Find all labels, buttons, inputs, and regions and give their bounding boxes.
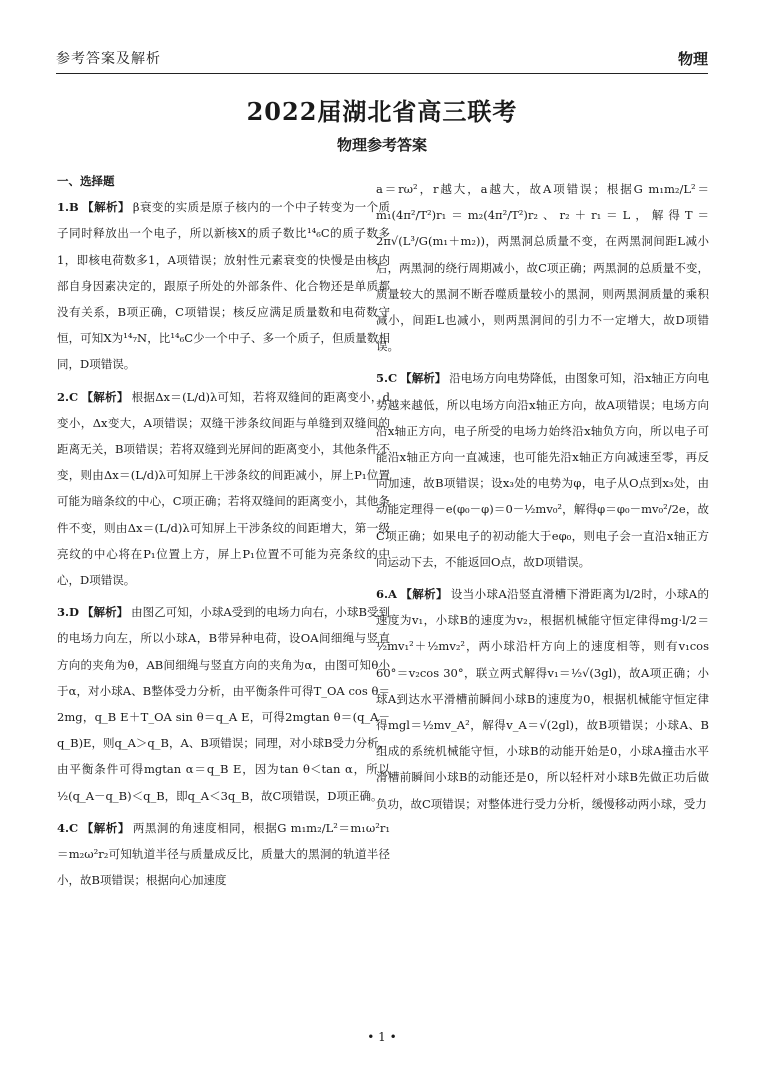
analysis-text: 两黑洞的角速度相同，根据G m₁m₂/L²＝m₁ω²r₁＝m₂ω²r₂可知轨道半径与质量成反比，质量大的黑洞的轨道半径小，故B项错误；根据向心加速度	[57, 820, 390, 888]
document-title: 2022届湖北省高三联考	[246, 97, 518, 126]
answer-item-4-continued	[376, 176, 709, 359]
analysis-text: 设当小球A沿竖直滑槽下滑距离为l/2时，小球A的速度为v₁，小球B的速度为v₂，根据机械能守恒定律得mg·l/2＝½mv₁²＋½mv₂²，两小球沿杆方向上的速度相等，则有v₁cos 60°＝v₂cos 30°，联立两式解得v₁＝½√(3gl)，故A项正确；小球A到达水平滑槽前瞬间小球B的速度为0，根据机械能守恒定律得mgl＝½mv_A²，解得v_A＝√(2gl)，故B项错误；小球A、B组成的系统机械能守恒，小球B的动能开始是0，小球A撞击水平滑槽前瞬间小球B的动能还是0，所以轻杆对小球B先做正功后做负功，故C项错误；对整体进行受力分析，缓慢移动两小球，受力	[376, 587, 709, 811]
answer-item-2	[57, 384, 390, 594]
analysis-tag: 【解析】	[399, 587, 448, 602]
page-number: • 1 •	[367, 1030, 397, 1044]
answer-item-4	[57, 815, 390, 894]
answer-item-6	[376, 581, 709, 817]
analysis-text: 根据Δx＝(L/d)λ可知，若将双缝间的距离变小，d变小，Δx变大，A项错误；双缝干涉条纹间距与单缝到双缝间的距离无关，B项错误；若将双缝到光屏间的距离变小，其他条件不变，则由Δx＝(L/d)λ可知屏上干涉条纹的间距减小，屏上P₁位置可能为暗条纹的中心，C项正确；若将双缝间的距离变小，其他条件不变，则由Δx＝(L/d)λ可知屏上干涉条纹的间距增大，第一级亮纹的中心将在P₁位置上方，屏上P₁位置不可能为亮条纹的中心，D项错误。	[57, 389, 390, 588]
analysis-text: 沿电场方向电势降低，由图象可知，沿x轴正方向电势越来越低，所以电场方向沿x轴正方向，故A项错误；电场方向沿x轴正方向，电子所受的电场力始终沿x轴负方向，所以电子可能沿x轴正方向一直减速，也可能先沿x轴正方向减速至零，再反向加速，故B项错误；设x₃处的电势为φ，电子从O点到x₃处，由动能定理得－e(φ₀－φ)＝0－½mv₀²，解得φ＝φ₀－mv₀²/2e，故C项正确；如果电子的初动能大于eφ₀，则电子会一直沿x轴正方向运动下去，不能返回O点，故D项错误。	[376, 371, 710, 569]
answer-item-5	[376, 365, 709, 575]
question-number: 5.	[376, 371, 389, 386]
analysis-tag: 【解析】	[81, 389, 129, 404]
right-column	[376, 176, 709, 823]
answer-item-3	[57, 599, 390, 809]
analysis-text: 由图乙可知，小球A受到的电场力向右，小球B受到的电场力向左，所以小球A，B带异种电荷，设OA间细绳与竖直方向的夹角为θ，AB间细绳与竖直方向的夹角为α，由图可知θ小于α，对小球A、B整体受力分析，由平衡条件可得T_OA cos θ＝2mg，q_B E＋T_OA sin θ＝q_A E，可得2mgtan θ＝(q_A－q_B)E，则q_A＞q_B，A、B项错误；同理，对小球B受力分析，由平衡条件可得mgtan α＝q_B E，因为tan θ＜tan α，所以½(q_A－q_B)＜q_B，即q_A＜3q_B，故C项错误，D项正确。	[57, 605, 390, 803]
answer-item-1	[57, 194, 390, 377]
answer-letter: A	[388, 587, 397, 602]
answer-letter: B	[69, 200, 79, 215]
header-left-label: 参考答案及解析	[56, 51, 161, 67]
answer-letter: D	[69, 605, 79, 620]
left-column	[57, 168, 390, 899]
question-number: 3.	[57, 605, 70, 620]
header-divider	[56, 73, 708, 74]
header-subject-label: 物理	[677, 50, 708, 68]
answer-letter: C	[69, 820, 79, 835]
answer-letter: C	[388, 371, 398, 386]
document-subtitle: 物理参考答案	[336, 136, 427, 154]
analysis-tag: 【解析】	[82, 605, 129, 620]
question-number: 6.	[376, 587, 389, 602]
analysis-tag: 【解析】	[81, 200, 130, 215]
analysis-tag: 【解析】	[400, 371, 447, 386]
analysis-text: β衰变的实质是原子核内的一个中子转变为一个质子同时释放出一个电子，所以新核X的质子数比¹⁴₆C的质子数多1，即核电荷数多1，A项错误；放射性元素衰变的快慢是由核内部自身因素决定的，跟原子所处的外部条件、化合物还是单质都没有关系，B项正确，C项错误；核反应满足质量数和电荷数守恒，可知X为¹⁴₇N，比¹⁴₆C少一个中子、多一个质子，但质量数相同，D项错误。	[57, 200, 390, 372]
question-number: 1.	[57, 200, 70, 215]
analysis-text: a＝rω²，r越大，a越大，故A项错误；根据G m₁m₂/L²＝m₁(4π²/T²)r₁＝m₂(4π²/T²)r₂、r₂＋r₁＝L，解得T＝2π√(L³/G(m₁＋m₂))，两黑洞总质量不变，在两黑洞间距L减小后，两黑洞的绕行周期减小，故C项正确；两黑洞的总质量不变，质量较大的黑洞不断吞噬质量较小的黑洞，则两黑洞质量的乘积减小，间距L也减小，则两黑洞间的引力不一定增大，故D项错误。	[376, 182, 709, 354]
analysis-tag: 【解析】	[81, 820, 130, 835]
section-heading: 一、选择题	[57, 174, 115, 188]
question-number: 2.	[57, 389, 70, 404]
page-header	[56, 46, 708, 72]
question-number: 4.	[57, 820, 70, 835]
answer-letter: C	[69, 389, 79, 404]
